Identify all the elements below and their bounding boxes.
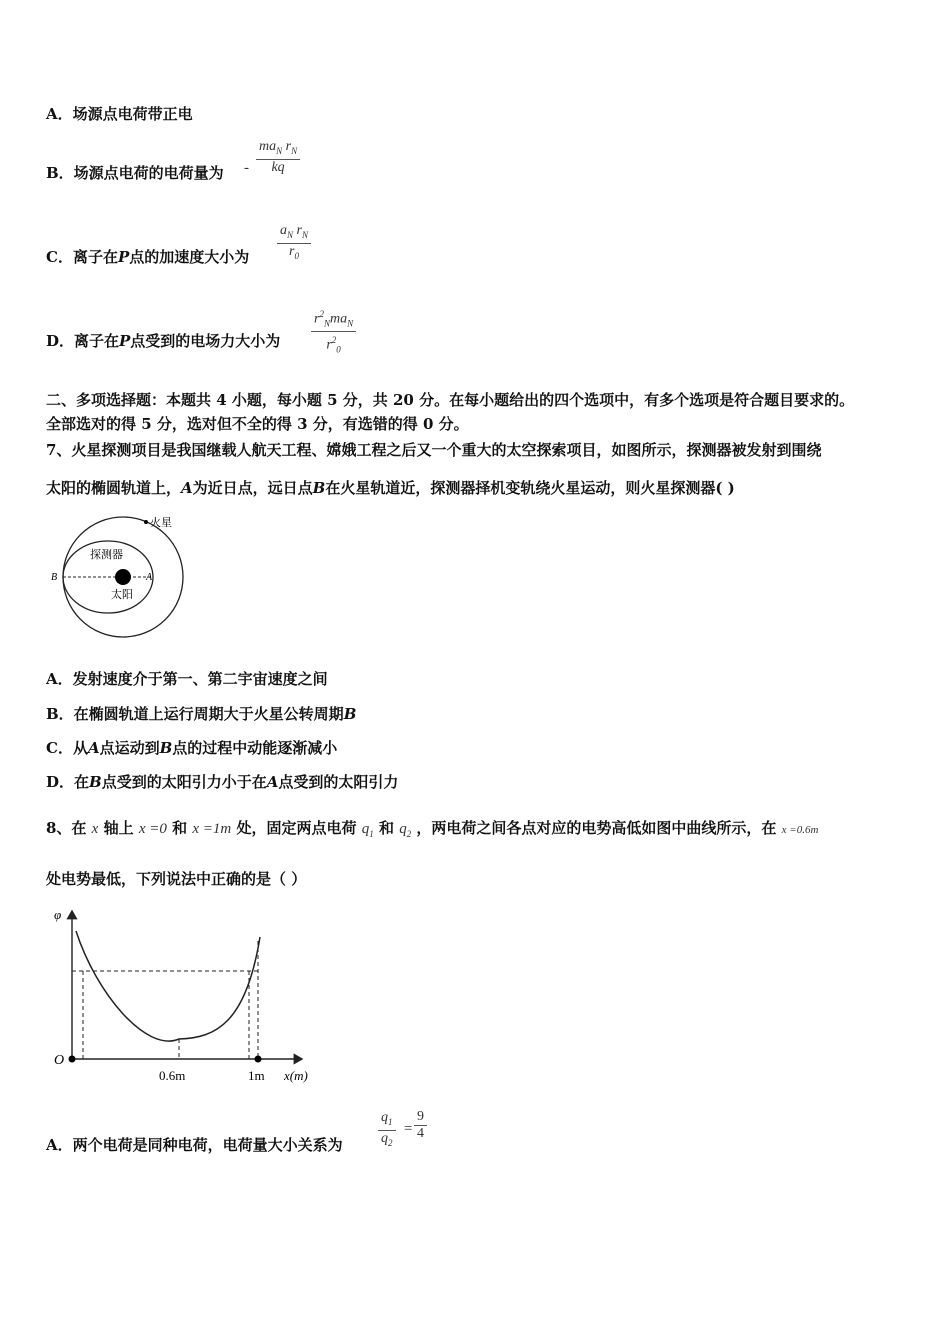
section2-line2: 全部选对的得 5 分，选对但不全的得 3 分，有选错的得 0 分。 [46,415,469,433]
acceleration-formula: $a_N$ $r_N$ $r_0$ [277,223,311,264]
charge-formula: $ma_N$ $r_N$ kq [256,139,300,176]
charge-ratio-left: $q_1$ $q_2$ [378,1110,396,1151]
phi-label: φ [54,907,62,922]
tick-1: 1m [248,1068,265,1083]
q8-line1: 8、在 x 轴上 x =0 和 x =1m 处，固定两点电荷 $q_1$ 和 $q_2$ ，两电荷之间各点对应的电势高低如图中曲线所示，在 x =0.6m [46,819,819,839]
potential-graph [46,903,336,1088]
sun [115,569,131,585]
q6-option-b-text: B．场源点电荷的电荷量为 [46,164,224,182]
point-a-label: A [146,572,153,583]
sun-label: 太阳 [111,588,133,601]
potential-curve [76,931,260,1041]
q8-line2: 处电势最低，下列说法中正确的是（ ） [46,870,307,888]
force-formula: $r^2_Nma_N$ $r^2_0$ [311,306,356,358]
q6-option-c: C．离子在P点的加速度大小为 [46,248,250,266]
mars-label: 火星 [150,516,172,529]
q7-option-c: C．从A点运动到B点的过程中动能逐渐减小 [46,739,338,757]
q6-option-d: D．离子在P点受到的电场力大小为 [46,332,281,350]
mars [144,520,148,524]
minus-sign: - [244,160,249,176]
q7-line2: 太阳的椭圆轨道上，A为近日点，远日点B在火星轨道近，探测器择机变轨绕火星运动，则火星探测器( ) [46,479,735,497]
origin-label: O [54,1053,65,1068]
section2-line1: 二、多项选择题：本题共 4 小题，每小题 5 分，共 20 分。在每小题给出的四个选项中，有多个选项是符合题目要求的。 [46,391,855,409]
charge-ratio-right: 9 4 [414,1109,427,1142]
q6-option-b [46,162,224,183]
equals-sign: = [403,1121,414,1137]
x-label: x(m) [284,1068,308,1083]
q8-option-a: A．两个电荷是同种电荷，电荷量大小关系为 [46,1136,343,1154]
q7-option-a: A．发射速度介于第一、第二宇宙速度之间 [46,670,328,688]
orbit-figure [46,512,191,640]
q7-option-b: B．在椭圆轨道上运行周期大于火星公转周期B [46,705,357,723]
probe-label: 探测器 [90,548,123,561]
charge-q2 [255,1056,262,1063]
tick-06: 0.6m [159,1068,186,1083]
charge-q1 [69,1056,76,1063]
q7-line1: 7、火星探测项目是我国继载人航天工程、嫦娥工程之后又一个重大的太空探索项目，如图所示，探测器被发射到围绕 [46,441,822,459]
point-b-label: B [51,572,58,583]
q7-option-d: D．在B点受到的太阳引力小于在A点受到的太阳引力 [46,773,399,791]
q6-option-a: A．场源点电荷带正电 [46,105,193,123]
